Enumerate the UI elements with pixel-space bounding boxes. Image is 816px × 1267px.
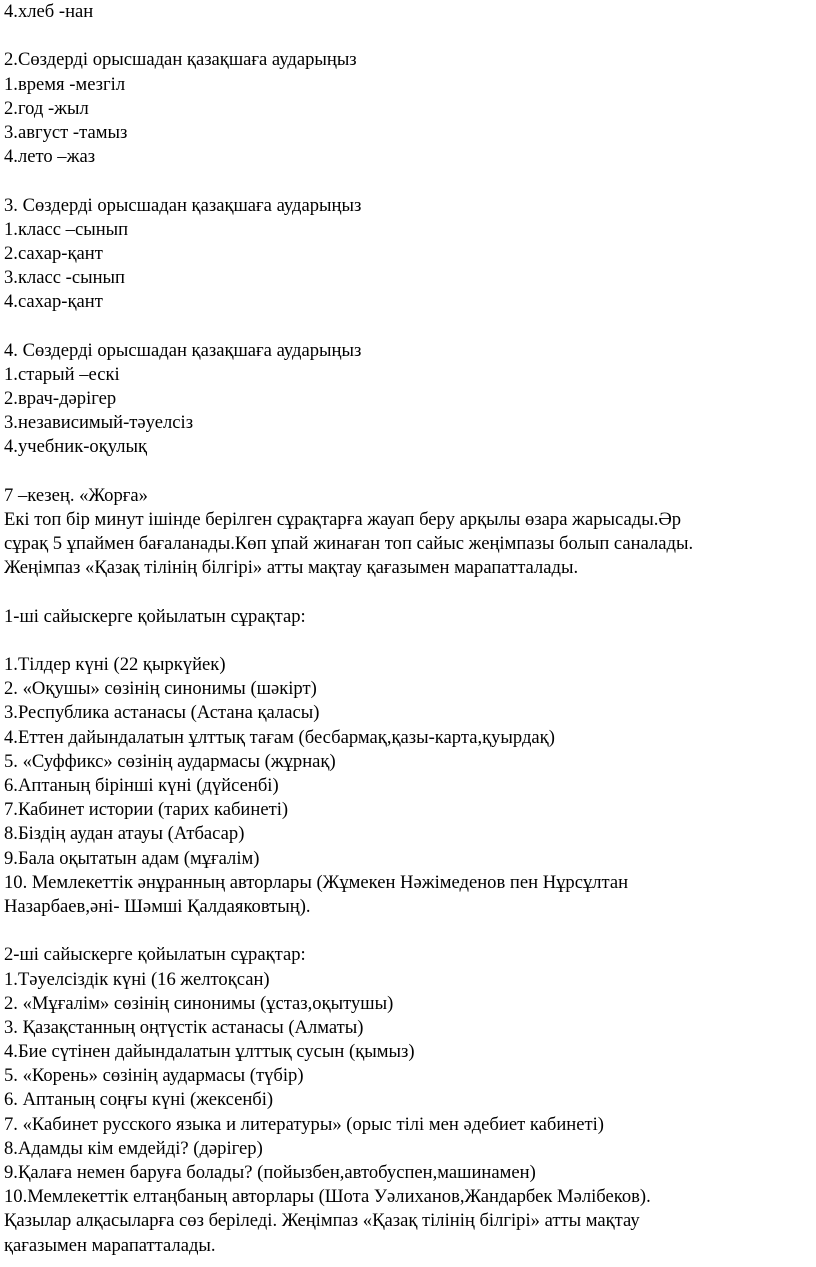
- section-heading: 2.Сөздерді орысшадан қазақшаға аударыңыз: [4, 49, 357, 71]
- question-line: 2. «Оқушы» сөзінің синонимы (шәкірт): [4, 678, 317, 700]
- question-line: 1.Тәуелсіздік күні (16 желтоқсан): [4, 968, 270, 990]
- question-line: Назарбаев,әні- Шәмші Қалдаяковтың).: [4, 895, 311, 917]
- question-line: 8.Біздің аудан атауы (Атбасар): [4, 823, 245, 845]
- question-line: 9.Қалаға немен баруға болады? (пойызбен,автобуспен,машинамен): [4, 1162, 536, 1183]
- question-line: 2. «Мұғалім» сөзінің синонимы (ұстаз,оқытушы): [4, 992, 394, 1014]
- text-line: 1.старый –ескі: [4, 363, 120, 385]
- paragraph-line: Қазылар алқасыларға сөз беріледі. Жеңімпаз «Қазақ тілінің білгірі» атты мақтау: [4, 1210, 640, 1232]
- question-line: 10.Мемлекеттік елтаңбаның авторлары (Шота Уәлиханов,Жандарбек Мәлібеков).: [4, 1186, 651, 1208]
- blank-line: [4, 919, 804, 943]
- blank-line: [4, 314, 804, 338]
- paragraph-line: Жеңімпаз «Қазақ тілінің білгірі» атты мақтау қағазымен марапатталады.: [4, 557, 579, 579]
- blank-line: [4, 169, 804, 193]
- question-line: 5. «Корень» сөзінің аудармасы (түбір): [4, 1065, 304, 1087]
- text-line: 4.сахар-қант: [4, 291, 103, 313]
- text-line: 3.независимый-тәуелсіз: [4, 412, 194, 434]
- text-line: 4.учебник-оқулық: [4, 436, 148, 458]
- section-heading: 7 –кезең. «Жорға»: [4, 484, 148, 506]
- text-line: 4.лето –жаз: [4, 146, 96, 168]
- question-line: 10. Мемлекеттік әнұранның авторлары (Жұмекен Нәжімеденов пен Нұрсұлтан: [4, 871, 629, 893]
- section-heading: 2-ші сайыскерге қойылатын сұрақтар:: [4, 944, 306, 966]
- question-line: 4.Бие сүтінен дайындалатын ұлттық сусын (қымыз): [4, 1041, 415, 1063]
- question-line: 6. Аптаның соңғы күні (жексенбі): [4, 1089, 274, 1111]
- text-line: 3.август -тамыз: [4, 121, 128, 143]
- question-line: 4.Еттен дайындалатын ұлттық тағам (бесбармақ,қазы-карта,қуырдақ): [4, 726, 555, 748]
- question-line: 6.Аптаның бірінші күні (дүйсенбі): [4, 775, 279, 796]
- question-line: 9.Бала оқытатын адам (мұғалім): [4, 847, 260, 869]
- text-line: 1.время -мезгіл: [4, 73, 126, 95]
- question-line: 8.Адамды кім емдейді? (дәрігер): [4, 1137, 263, 1159]
- blank-line: [4, 629, 804, 653]
- section-heading: 4. Сөздерді орысшадан қазақшаға аударыңыз: [4, 339, 362, 361]
- question-line: 7.Кабинет истории (тарих кабинеті): [4, 799, 289, 821]
- question-line: 3. Қазақстанның оңтүстік астанасы (Алматы): [4, 1016, 364, 1038]
- text-line: 2.год -жыл: [4, 97, 89, 119]
- text-line: 2.врач-дәрігер: [4, 388, 117, 409]
- question-line: 1.Тілдер күні (22 қыркүйек): [4, 654, 226, 676]
- section-heading: 3. Сөздерді орысшадан қазақшаға аударыңыз: [4, 194, 362, 216]
- text-line: 1.класс –сынып: [4, 218, 129, 240]
- text-line: 2.сахар-қант: [4, 242, 103, 264]
- section-heading: 1-ші сайыскерге қойылатын сұрақтар:: [4, 605, 306, 627]
- document-body: [4, 0, 804, 1258]
- paragraph-line: сұрақ 5 ұпаймен бағаланады.Көп ұпай жинаған топ сайыс жеңімпазы болып саналады.: [4, 533, 694, 555]
- blank-line: [4, 581, 804, 605]
- question-line: 7. «Кабинет русского языка и литературы» (орыс тілі мен әдебиет кабинеті): [4, 1113, 604, 1135]
- question-line: 3.Республика астанасы (Астана қаласы): [4, 702, 320, 724]
- text-line: 4.хлеб -нан: [4, 1, 94, 22]
- paragraph-line: Екі топ бір минут ішінде берілген сұрақтарға жауап беру арқылы өзара жарысады.Әр: [4, 508, 682, 530]
- blank-line: [4, 460, 804, 484]
- paragraph-line: қағазымен марапатталады.: [4, 1234, 216, 1256]
- blank-line: [4, 24, 804, 48]
- question-line: 5. «Суффикс» сөзінің аудармасы (жұрнақ): [4, 750, 336, 772]
- text-line: 3.класс -сынып: [4, 267, 125, 289]
